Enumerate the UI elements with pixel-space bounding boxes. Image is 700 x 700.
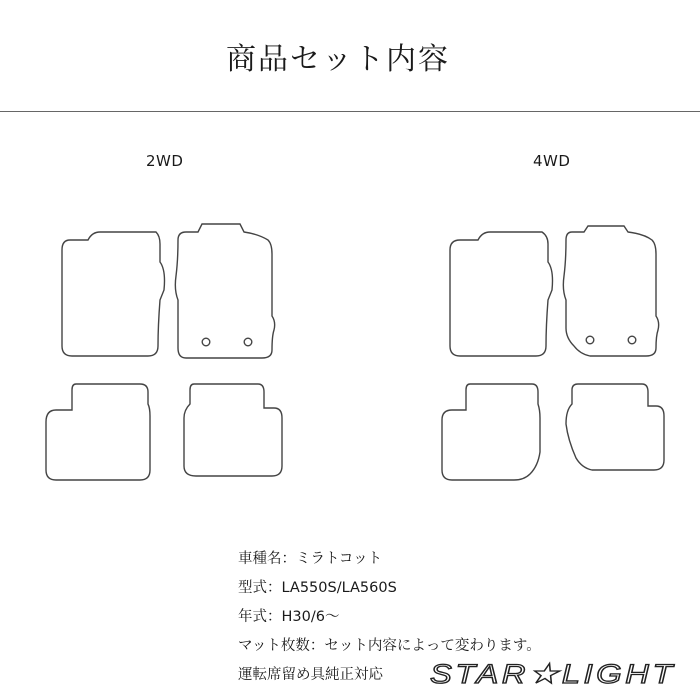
vehicle-name: 車種名：ミラトコット: [238, 551, 383, 567]
fastener-note: 運転席留め具純正対応: [238, 667, 383, 683]
mat-set-2wd: [46, 224, 282, 480]
model-code: 型式：LA550S/LA560S: [238, 580, 397, 596]
mat-rear-right-4wd: [566, 384, 664, 470]
mat-hook-right-2wd: [244, 338, 252, 346]
group-label-4wd: 4WD: [533, 152, 571, 170]
mat-hook-right-4wd: [628, 336, 636, 344]
mat-set-4wd: [442, 226, 664, 480]
mat-rear-right-2wd: [184, 384, 282, 476]
mat-driver-2wd: [175, 224, 274, 358]
mat-driver-4wd: [563, 226, 658, 356]
group-label-2wd: 2WD: [146, 152, 184, 170]
mat-front-passenger-4wd: [450, 232, 553, 356]
star-light-logo: [430, 657, 680, 689]
mat-count: マット枚数：セット内容によって変わります。: [238, 638, 541, 654]
mat-front-passenger-2wd: [62, 232, 165, 356]
page-title: 商品セット内容: [226, 42, 450, 77]
mat-rear-left-2wd: [46, 384, 150, 480]
mat-hook-left-2wd: [202, 338, 210, 346]
mat-rear-left-4wd: [442, 384, 540, 480]
model-year: 年式：H30/6～: [238, 609, 340, 625]
mat-hook-left-4wd: [586, 336, 594, 344]
logo-text: STAR★LIGHT: [430, 659, 676, 689]
